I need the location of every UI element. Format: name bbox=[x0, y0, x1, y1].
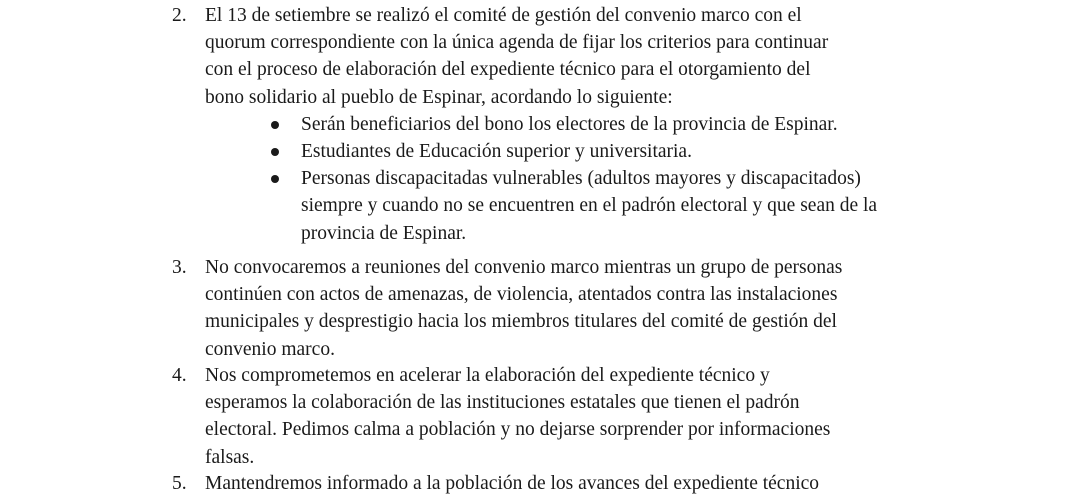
text-line: convenio marco. bbox=[205, 338, 335, 360]
bullet-icon bbox=[271, 148, 279, 156]
bullet-item bbox=[205, 138, 962, 165]
item-number: 5. bbox=[172, 473, 187, 494]
text-line: continúen con actos de amenazas, de violencia, atentados contra las instalaciones bbox=[205, 284, 838, 306]
text-line: esperamos la colaboración de las instituciones estatales que tienen el padrón bbox=[205, 392, 800, 414]
text-line: bono solidario al pueblo de Espinar, acordando lo siguiente: bbox=[205, 86, 673, 108]
text-line: Nos comprometemos en acelerar la elaboración del expediente técnico y bbox=[205, 365, 770, 386]
text-line: quorum correspondiente con la única agenda de fijar los criterios para continuar bbox=[205, 32, 829, 54]
text-line: falsas. bbox=[205, 446, 255, 468]
item-paragraph bbox=[205, 2, 962, 247]
numbered-item-4 bbox=[172, 362, 962, 471]
bullet-text: Serán beneficiarios del bono los electores de la provincia de Espinar. bbox=[301, 113, 838, 135]
text-line: El 13 de setiembre se realizó el comité de gestión del convenio marco con el bbox=[205, 5, 802, 26]
item-number: 4. bbox=[172, 365, 187, 386]
bullet-text: Estudiantes de Educación superior y universitaria. bbox=[301, 141, 692, 163]
numbered-item-3 bbox=[172, 254, 962, 363]
numbered-item-2 bbox=[172, 2, 962, 247]
item-paragraph bbox=[205, 254, 962, 363]
bullet-text: siempre y cuando no se encuentren en el padrón electoral y que sean de la bbox=[301, 195, 878, 217]
item-number: 2. bbox=[172, 5, 187, 26]
text-line: con el proceso de elaboración del expediente técnico para el otorgamiento del bbox=[205, 59, 811, 81]
item-paragraph bbox=[205, 362, 962, 471]
bullet-text: provincia de Espinar. bbox=[301, 222, 467, 244]
bullet-item bbox=[205, 111, 962, 138]
text-line: electoral. Pedimos calma a población y no dejarse sorprender por informaciones bbox=[205, 419, 831, 441]
text-line: No convocaremos a reuniones del convenio marco mientras un grupo de personas bbox=[205, 257, 843, 278]
numbered-item-5 bbox=[172, 470, 962, 497]
text-line: municipales y desprestigio hacia los miembros titulares del comité de gestión del bbox=[205, 311, 837, 333]
item-number: 3. bbox=[172, 257, 187, 278]
bullet-icon bbox=[271, 175, 279, 183]
bullet-text: Personas discapacitadas vulnerables (adultos mayores y discapacitados) bbox=[301, 168, 861, 190]
item-paragraph bbox=[205, 470, 962, 497]
bullet-icon bbox=[271, 121, 279, 129]
bullet-item bbox=[205, 165, 962, 247]
bullet-list bbox=[205, 111, 962, 247]
text-line: Mantendremos informado a la población de los avances del expediente técnico bbox=[205, 473, 820, 494]
